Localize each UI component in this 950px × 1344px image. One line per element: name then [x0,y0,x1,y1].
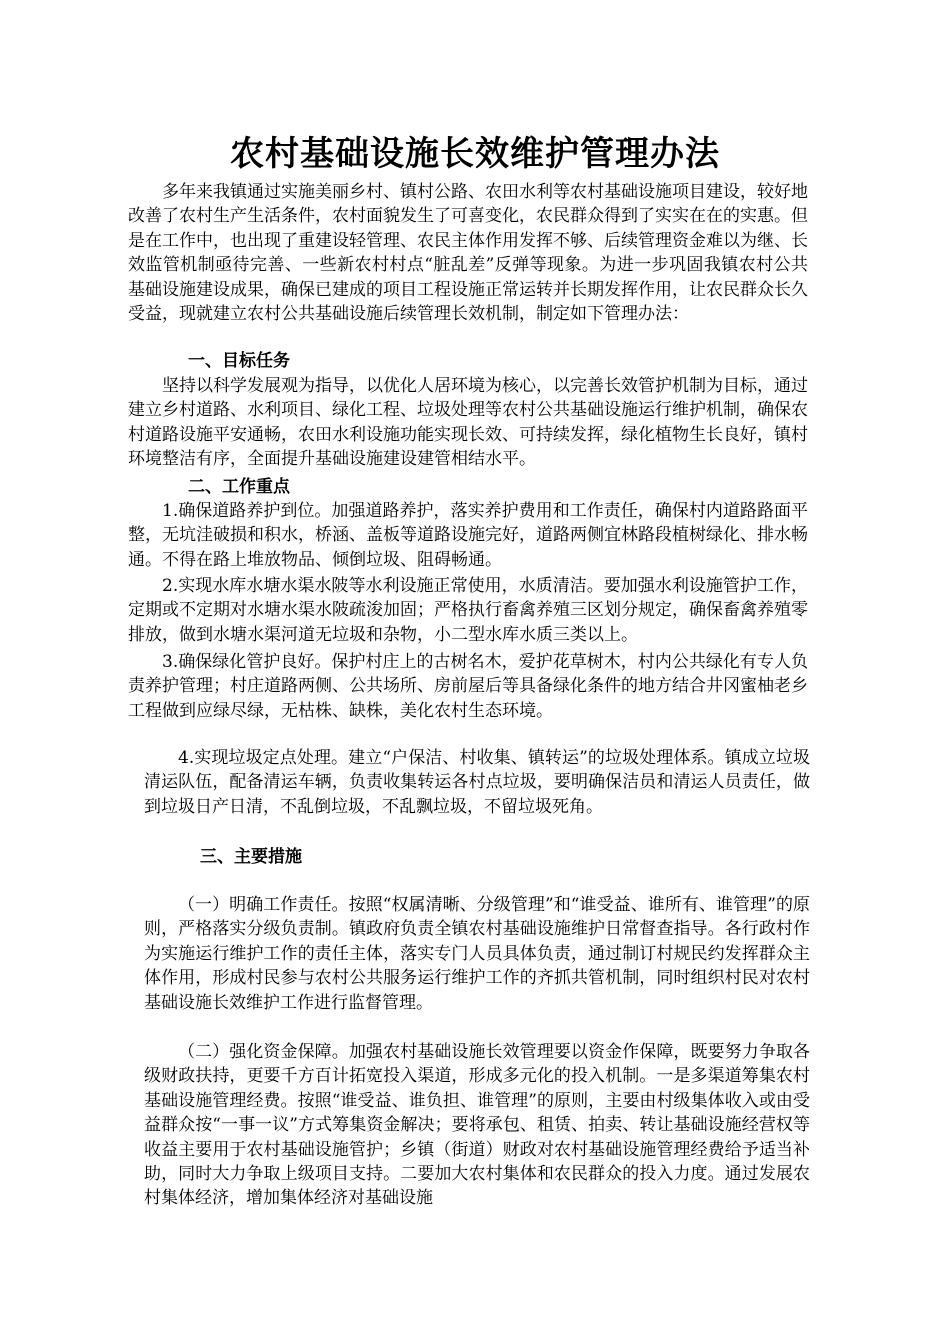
measure-item-funding: （二）强化资金保障。加强农村基础设施长效管理要以资金作保障，既要努力争取各级财政扶持，更要千方百计拓宽投入渠道，形成多元化的投入机制。一是多渠道筹集农村基础设施管理经费。按照“谁受益、谁负担、谁管理”的原则，主要由村级集体收入或由受益群众按“一事一议”方式筹集资金解决；要将承包、租赁、拍卖、转让基础设施经营权等收益主要用于农村基础设施管护；乡镇（街道）财政对农村基础设施管理经费给予适当补助，同时大力争取上级项目支持。二要加大农村集体和农民群众的投入力度。通过发展农村集体经济，增加集体经济对基础设施 [144,1042,810,1209]
focus-item-greening: 3.确保绿化管护良好。保护村庄上的古树名木，爱护花草树木，村内公共绿化有专人负责养护管理；村庄道路两侧、公共场所、房前屋后等具备绿化条件的地方结合井冈蜜柚老乡工程做到应绿尽绿，无枯株、缺株，美化农村生态环境。 [128,652,808,721]
document-title: 农村基础设施长效维护管理办法 [230,134,720,174]
focus-item-garbage: 4.实现垃圾定点处理。建立“户保洁、村收集、镇转运”的垃圾处理体系。镇成立垃圾清运队伍，配备清运车辆，负责收集转运各村点垃圾，要明确保洁员和清运人员责任，做到垃圾日产日清，不乱倒垃圾，不乱飘垃圾，不留垃圾死角。 [144,748,810,817]
goals-paragraph: 坚持以科学发展观为指导，以优化人居环境为核心，以完善长效管护机制为目标，通过建立乡村道路、水利项目、绿化工程、垃圾处理等农村公共基础设施运行维护机制，确保农村道路设施平安通畅，农田水利设施功能实现长效、可持续发挥，绿化植物生长良好，镇村环境整洁有序，全面提升基础设施建设建管相结水平。 [128,376,808,470]
section-heading-measures: 三、主要措施 [200,847,302,867]
focus-item-water: 2.实现水库水塘水渠水陂等水利设施正常使用，水质清洁。要加强水利设施管护工作，定期或不定期对水塘水渠水陂疏浚加固；严格执行畜禽养殖三区划分规定，确保畜禽养殖零排放，做到水塘水渠河道无垃圾和杂物，小二型水库水质三类以上。 [128,576,808,645]
measure-item-responsibility: （一）明确工作责任。按照“权属清晰、分级管理”和“谁受益、谁所有、谁管理”的原则，严格落实分级负责制。镇政府负责全镇农村基础设施维护日常督查指导。各行政村作为实施运行维护工作的责任主体，落实专门人员具体负责，通过制订村规民约发挥群众主体作用，形成村民参与农村公共服务运行维护工作的齐抓共管机制，同时组织村民对农村基础设施长效维护工作进行监督管理。 [144,895,810,1013]
intro-paragraph: 多年来我镇通过实施美丽乡村、镇村公路、农田水利等农村基础设施项目建设，较好地改善了农村生产生活条件，农村面貌发生了可喜变化，农民群众得到了实实在在的实惠。但是在工作中，也出现了重建设轻管理、农民主体作用发挥不够、后续管理资金难以为继、长效监管机制亟待完善、一些新农村村点“脏乱差”反弹等现象。为进一步巩固我镇农村公共基础设施建设成果，确保已建成的项目工程设施正常运转并长期发挥作用，让农民群众长久受益，现就建立农村公共基础设施后续管理长效机制，制定如下管理办法： [128,182,808,325]
section-heading-goals: 一、目标任务 [188,351,290,371]
focus-item-roads: 1.确保道路养护到位。加强道路养护，落实养护费用和工作责任，确保村内道路路面平整，无坑洼破损和积水，桥涵、盖板等道路设施完好，道路两侧宜林路段植树绿化、排水畅通。不得在路上堆放物品、倾倒垃圾、阻碍畅通。 [128,501,808,570]
section-heading-focus: 二、工作重点 [188,477,290,497]
